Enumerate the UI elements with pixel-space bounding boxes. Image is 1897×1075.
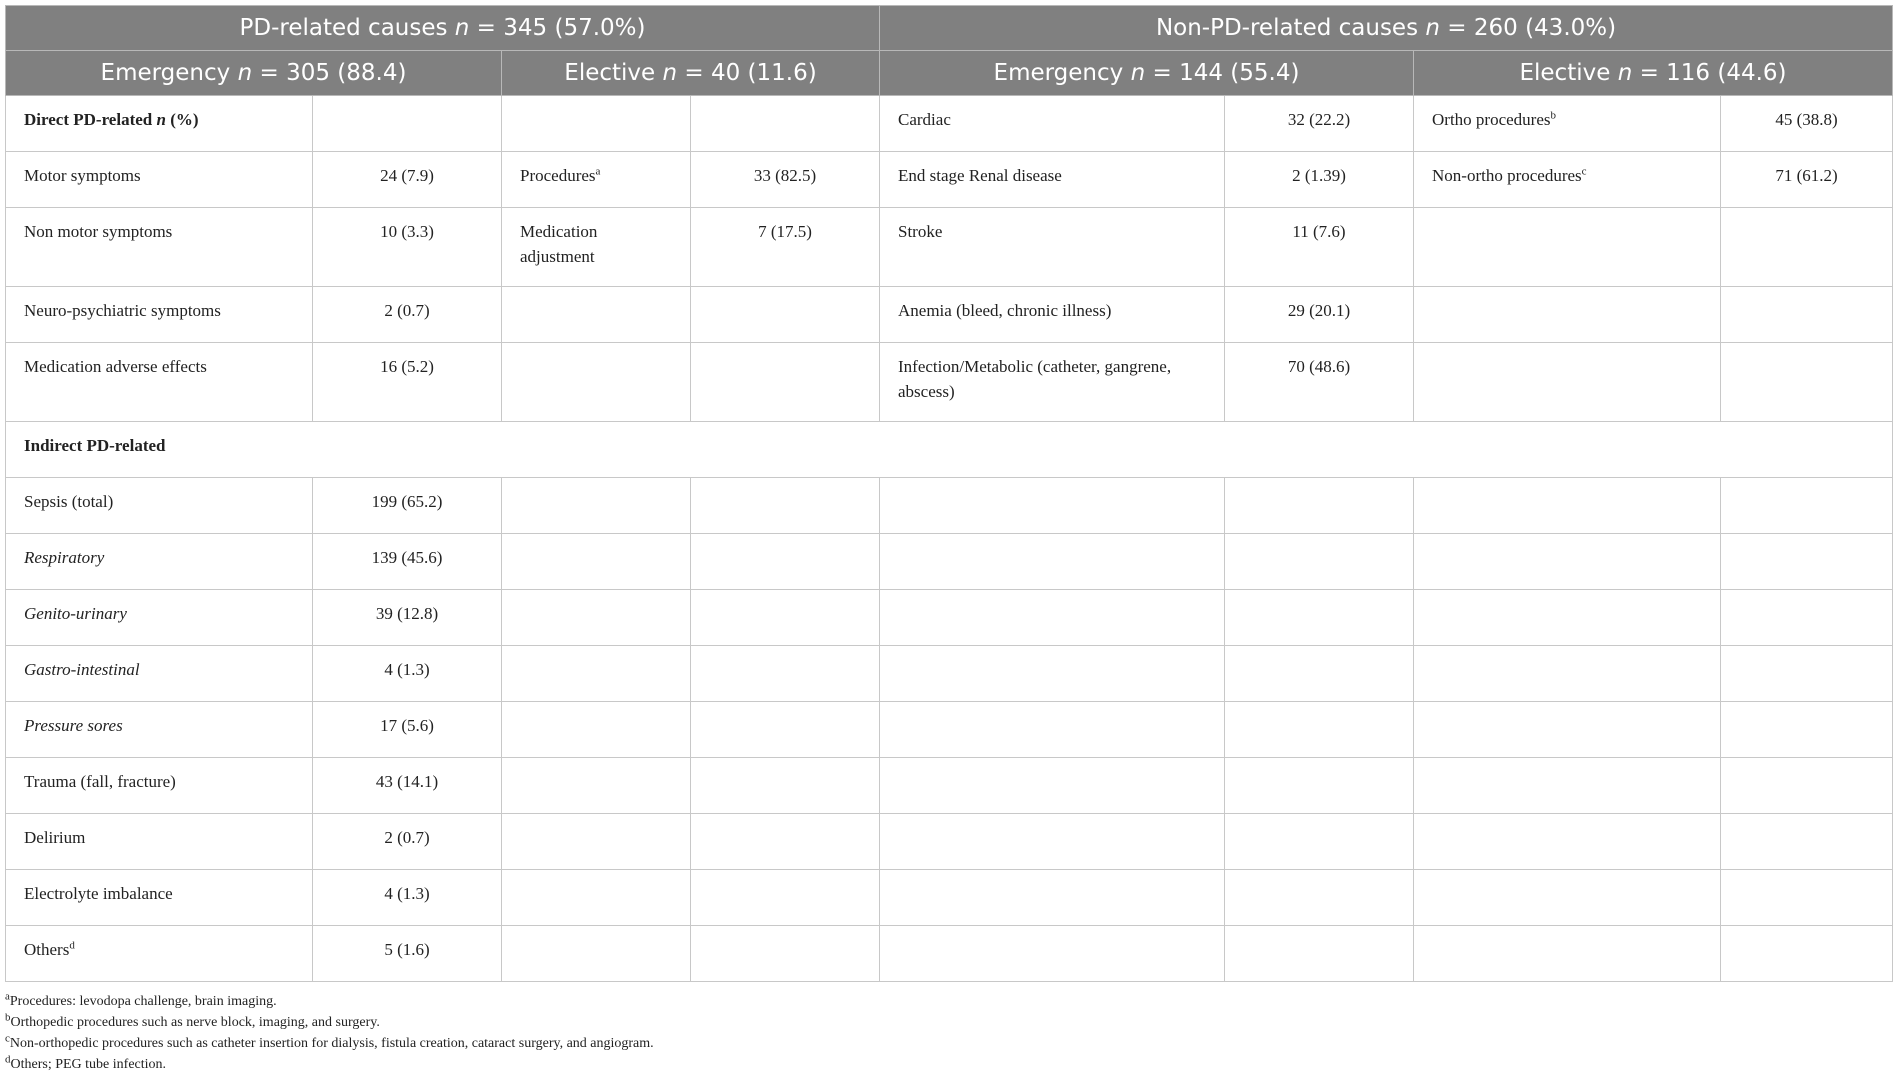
empty-cell [1721,926,1893,982]
cell-value: 71 (61.2) [1721,152,1893,208]
empty-cell [1225,814,1414,870]
empty-cell [1225,590,1414,646]
empty-cell [1414,590,1721,646]
footnote: $^d$Others; PEG tube infection. [5,1053,167,1072]
empty-cell [691,534,880,590]
cell-label: Sepsis (total) [6,478,313,534]
empty-cell [1225,702,1414,758]
empty-cell [1721,814,1893,870]
empty-cell [1414,478,1721,534]
cell-label: Procedures$^a$ [502,152,691,208]
results-table-container [5,5,1892,1075]
empty-cell [691,343,880,422]
empty-cell [502,702,691,758]
indirect-pd-related-heading: Indirect PD-related [6,422,1893,478]
empty-cell [502,478,691,534]
cell-value: 5 (1.6) [313,926,502,982]
table-row [6,152,1893,208]
empty-cell [502,534,691,590]
empty-cell [1225,758,1414,814]
header-row-sub [6,51,1893,96]
footnote: $^a$Procedures: levodopa challenge, brain imaging. [5,990,277,1009]
empty-cell [1721,287,1893,343]
empty-cell [691,870,880,926]
direct-pd-related-heading: Direct PD-related n (%) [6,96,313,152]
cell-value: 29 (20.1) [1225,287,1414,343]
empty-cell [502,870,691,926]
header-row-top [6,6,1893,51]
empty-cell [1414,534,1721,590]
empty-cell [880,926,1225,982]
table-row [6,422,1893,478]
empty-cell [691,702,880,758]
empty-cell [502,343,691,422]
empty-cell [1721,870,1893,926]
cell-label: Non motor symptoms [6,208,313,287]
empty-cell [880,646,1225,702]
cell-value: 4 (1.3) [313,646,502,702]
empty-cell [502,646,691,702]
table-row [6,702,1893,758]
table-row [6,478,1893,534]
cell-value: 4 (1.3) [313,870,502,926]
cell-label: Cardiac [880,96,1225,152]
cell-value: 17 (5.6) [313,702,502,758]
table-row [6,96,1893,152]
cell-value: 33 (82.5) [691,152,880,208]
cell-value: 43 (14.1) [313,758,502,814]
empty-cell [1225,534,1414,590]
table-row [6,208,1893,287]
table-row [6,814,1893,870]
table-row [6,870,1893,926]
cell-label: Others$^d$ [6,926,313,982]
empty-cell [691,814,880,870]
empty-cell [502,590,691,646]
cell-value: 139 (45.6) [313,534,502,590]
cell-label: Pressure sores [6,702,313,758]
header-pd-emergency: Emergency n = 305 (88.4) [6,51,502,96]
cell-label: Respiratory [6,534,313,590]
empty-cell [691,287,880,343]
indirect-rows [6,478,1893,982]
empty-cell [1721,478,1893,534]
empty-cell [1414,814,1721,870]
cell-value: 2 (1.39) [1225,152,1414,208]
cell-label: Medication adjustment [502,208,691,287]
cell-value: 32 (22.2) [1225,96,1414,152]
empty-cell [1414,343,1721,422]
table-row [6,590,1893,646]
cell-label: Electrolyte imbalance [6,870,313,926]
empty-cell [1414,287,1721,343]
empty-cell [1225,926,1414,982]
cell-value: 70 (48.6) [1225,343,1414,422]
results-table [5,5,1893,982]
empty-cell [691,646,880,702]
cell-value: 16 (5.2) [313,343,502,422]
empty-cell [502,814,691,870]
cell-value: 45 (38.8) [1721,96,1893,152]
cell-label: Medication adverse effects [6,343,313,422]
header-pd-related: PD-related causes n = 345 (57.0%) [6,6,880,51]
empty-cell [1414,870,1721,926]
empty-cell [1721,702,1893,758]
table-row [6,287,1893,343]
cell-label: Neuro-psychiatric symptoms [6,287,313,343]
empty-cell [1721,646,1893,702]
cell-label: Infection/Metabolic (catheter, gangrene, abscess) [880,343,1225,422]
empty-cell [691,478,880,534]
header-nonpd-emergency: Emergency n = 144 (55.4) [880,51,1414,96]
empty-cell [880,590,1225,646]
table-row [6,926,1893,982]
cell-label: Delirium [6,814,313,870]
empty-cell [691,758,880,814]
cell-label: Ortho procedures$^b$ [1414,96,1721,152]
empty-cell [1225,870,1414,926]
empty-cell [502,758,691,814]
table-row [6,534,1893,590]
empty-cell [1721,590,1893,646]
empty-cell [1414,758,1721,814]
empty-cell [1721,343,1893,422]
empty-cell [880,814,1225,870]
empty-cell [880,758,1225,814]
empty-cell [880,870,1225,926]
table-row [6,646,1893,702]
cell-label: End stage Renal disease [880,152,1225,208]
empty-cell [502,926,691,982]
cell-label: Gastro-intestinal [6,646,313,702]
empty-cell [691,96,880,152]
empty-cell [502,96,691,152]
cell-label: Genito-urinary [6,590,313,646]
empty-cell [1721,208,1893,287]
header-nonpd-elective: Elective n = 116 (44.6) [1414,51,1893,96]
footnote: $^c$Non-orthopedic procedures such as catheter insertion for dialysis, fistula creation, cataract surgery, and angiogram. [5,1032,654,1051]
cell-value: 10 (3.3) [313,208,502,287]
cell-value: 24 (7.9) [313,152,502,208]
empty-cell [502,287,691,343]
cell-label: Motor symptoms [6,152,313,208]
cell-value: 39 (12.8) [313,590,502,646]
cell-label: Stroke [880,208,1225,287]
empty-cell [880,478,1225,534]
table-row [6,758,1893,814]
cell-label: Non-ortho procedures$^c$ [1414,152,1721,208]
empty-cell [1414,646,1721,702]
cell-label: Anemia (bleed, chronic illness) [880,287,1225,343]
empty-cell [1414,926,1721,982]
cell-value: 11 (7.6) [1225,208,1414,287]
header-pd-elective: Elective n = 40 (11.6) [502,51,880,96]
header-non-pd-related: Non-PD-related causes n = 260 (43.0%) [880,6,1893,51]
empty-cell [1721,534,1893,590]
empty-cell [880,534,1225,590]
table-row [6,343,1893,422]
footnote: $^b$Orthopedic procedures such as nerve block, imaging, and surgery. [5,1011,380,1030]
empty-cell [1414,702,1721,758]
cell-value: 7 (17.5) [691,208,880,287]
footnotes [5,991,1892,1075]
empty-cell [1225,478,1414,534]
cell-value: 2 (0.7) [313,814,502,870]
empty-cell [691,590,880,646]
empty-cell [313,96,502,152]
empty-cell [691,926,880,982]
cell-label: Trauma (fall, fracture) [6,758,313,814]
empty-cell [880,702,1225,758]
empty-cell [1414,208,1721,287]
cell-value: 2 (0.7) [313,287,502,343]
cell-value: 199 (65.2) [313,478,502,534]
empty-cell [1721,758,1893,814]
empty-cell [1225,646,1414,702]
